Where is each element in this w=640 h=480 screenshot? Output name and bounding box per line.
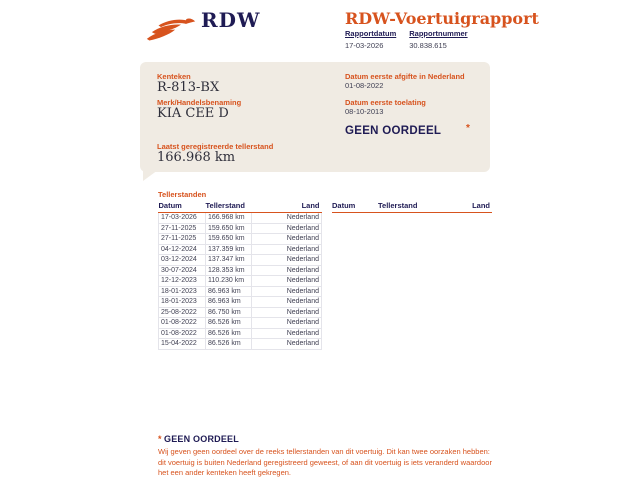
cell-datum: 25-08-2022 (159, 307, 206, 318)
col-header-land: Land (252, 201, 322, 213)
cell-datum: 27-11-2025 (159, 234, 206, 245)
cell-datum: 17-03-2026 (159, 213, 206, 224)
footnote-heading (158, 434, 239, 444)
cell-land: Nederland (252, 276, 322, 287)
toelating-label: Datum eerste toelating (345, 98, 426, 107)
cell-land: Nederland (252, 286, 322, 297)
table-row (159, 328, 322, 339)
cell-land: Nederland (252, 297, 322, 308)
report-number-field (409, 29, 467, 50)
cell-teller: 86.963 km (206, 286, 252, 297)
cell-land: Nederland (252, 318, 322, 329)
rdw-logo-bird-icon (146, 10, 196, 46)
cell-datum: 27-11-2025 (159, 223, 206, 234)
cell-land: Nederland (252, 328, 322, 339)
cell-teller: 166.968 km (206, 213, 252, 224)
col-header-tellerstand: Tellerstand (206, 201, 252, 213)
tellerstanden-table-right (332, 201, 492, 213)
cell-teller: 86.963 km (206, 297, 252, 308)
report-number-value: 30.838.615 (409, 41, 447, 50)
table-row (159, 213, 322, 224)
table-row (159, 276, 322, 287)
table-row (159, 339, 322, 350)
col-header-land: Land (447, 201, 492, 213)
col-header-datum: Datum (159, 201, 206, 213)
cell-teller: 86.750 km (206, 307, 252, 318)
cell-land: Nederland (252, 265, 322, 276)
vehicle-info-box (140, 62, 490, 172)
table-row (159, 286, 322, 297)
cell-teller: 137.347 km (206, 255, 252, 266)
cell-datum: 04-12-2024 (159, 244, 206, 255)
cell-teller: 86.526 km (206, 328, 252, 339)
table-row (159, 234, 322, 245)
cell-teller: 110.230 km (206, 276, 252, 287)
col-header-datum: Datum (332, 201, 378, 213)
table-row (159, 318, 322, 329)
table-row (159, 244, 322, 255)
cell-datum: 18-01-2023 (159, 297, 206, 308)
cell-datum: 18-01-2023 (159, 286, 206, 297)
kenteken-value: R-813-BX (157, 80, 220, 95)
rdw-logo-text: RDW (201, 8, 261, 32)
cell-land: Nederland (252, 244, 322, 255)
table-row (159, 307, 322, 318)
verdict-asterisk: * (466, 123, 470, 134)
cell-land: Nederland (252, 307, 322, 318)
cell-datum: 03-12-2024 (159, 255, 206, 266)
report-meta (345, 29, 468, 50)
table-header-row (332, 201, 492, 213)
merk-label: Merk/Handelsbenaming (157, 98, 242, 107)
cell-teller: 86.526 km (206, 318, 252, 329)
cell-land: Nederland (252, 223, 322, 234)
cell-land: Nederland (252, 255, 322, 266)
toelating-value: 08-10-2013 (345, 107, 384, 116)
cell-datum: 30-07-2024 (159, 265, 206, 276)
tellerstanden-heading: Tellerstanden (158, 190, 207, 199)
cell-land: Nederland (252, 213, 322, 224)
report-number-label: Rapportnummer (409, 29, 468, 38)
table-row (159, 223, 322, 234)
report-date-label: Rapportdatum (345, 29, 397, 38)
page-title: RDW-Voertuigrapport (345, 9, 539, 28)
cell-datum: 01-08-2022 (159, 318, 206, 329)
cell-teller: 159.650 km (206, 223, 252, 234)
table-header-row (159, 201, 322, 213)
cell-datum: 01-08-2022 (159, 328, 206, 339)
afgifte-value: 01-08-2022 (345, 81, 384, 90)
cell-land: Nederland (252, 234, 322, 245)
cell-teller: 137.359 km (206, 244, 252, 255)
table-row (159, 297, 322, 308)
cell-teller: 159.650 km (206, 234, 252, 245)
table-row (159, 255, 322, 266)
footnote-body: Wij geven geen oordeel over de reeks tellerstanden van dit voertuig. Dit kan twee oorzaken hebben: dit voertuig is buiten Nederland geregistreerd geweest, of aan dit voertuig is iets veranderd waardoor het een ander kenteken heeft gekregen. (158, 447, 492, 477)
table-row (159, 265, 322, 276)
report-date-field (345, 29, 396, 50)
cell-land: Nederland (252, 339, 322, 350)
kenteken-label: Kenteken (157, 72, 191, 81)
footnote-heading-text: GEEN OORDEEL (164, 434, 239, 444)
tellerstanden-table-left (158, 201, 322, 350)
cell-teller: 128.353 km (206, 265, 252, 276)
cell-datum: 12-12-2023 (159, 276, 206, 287)
merk-value: KIA CEE D (157, 106, 229, 121)
col-header-tellerstand: Tellerstand (378, 201, 447, 213)
cell-teller: 86.526 km (206, 339, 252, 350)
laatste-tellerstand-label: Laatst geregistreerde tellerstand (157, 142, 274, 151)
afgifte-label: Datum eerste afgifte in Nederland (345, 72, 465, 81)
report-date-value: 17-03-2026 (345, 41, 384, 50)
verdict-text: GEEN OORDEEL (345, 125, 442, 137)
footnote-asterisk: * (158, 434, 162, 444)
laatste-tellerstand-value: 166.968 km (157, 150, 236, 165)
cell-datum: 15-04-2022 (159, 339, 206, 350)
